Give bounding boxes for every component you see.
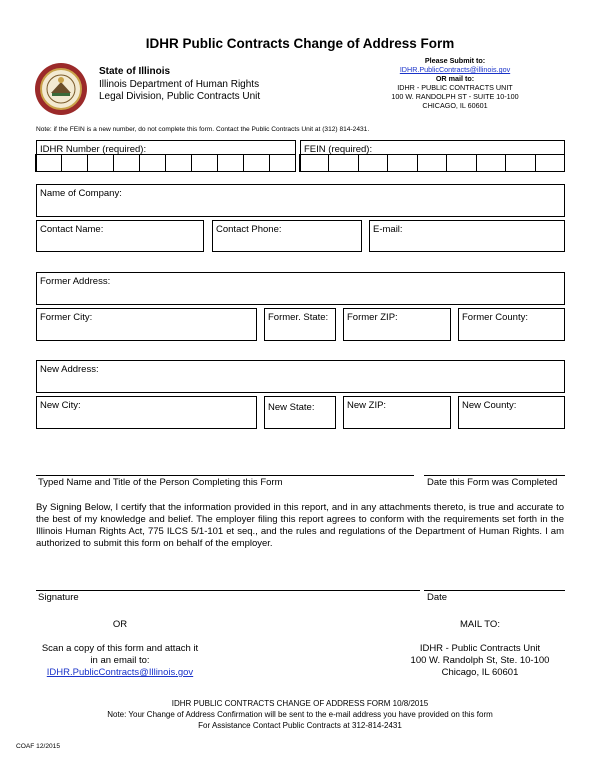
email-label: E-mail: xyxy=(373,224,403,235)
digit-cell[interactable] xyxy=(387,154,417,172)
digit-cell[interactable] xyxy=(113,154,140,172)
digit-cell[interactable] xyxy=(139,154,166,172)
former-zip-label: Former ZIP: xyxy=(347,312,398,323)
digit-cell[interactable] xyxy=(269,154,296,172)
former-city-field[interactable] xyxy=(36,308,257,341)
idhr-number-field[interactable] xyxy=(36,140,296,172)
agency-department: Illinois Department of Human Rights xyxy=(99,78,260,90)
company-name-field[interactable] xyxy=(36,184,565,217)
footer xyxy=(0,698,600,731)
mail-to-label: MAIL TO: xyxy=(460,619,500,630)
typed-name-caption: Typed Name and Title of the Person Completing this Form xyxy=(38,477,283,488)
footer-assistance: For Assistance Contact Public Contracts at 312-814-2431 xyxy=(198,721,402,730)
signature-line[interactable] xyxy=(36,590,420,591)
mail-line3: Chicago, IL 60601 xyxy=(441,667,519,678)
new-county-field[interactable] xyxy=(458,396,565,429)
scan-email-link[interactable]: IDHR.PublicContracts@Illinois.gov xyxy=(46,667,194,678)
certification-text: By Signing Below, I certify that the information provided in this report, and in any attachments thereto, is true and accurate to the best of my knowledge and belief. The employer filing this report agrees to conform with the requirements set forth in the Illinois Human Rights Act, 775 ILCS 5/1-101 et seq., and the rules and regulations of the Department of Human Rights. I am authorized to submit this form on behalf of the employer. xyxy=(36,502,564,549)
state-seal-icon xyxy=(34,62,88,116)
new-address-label: New Address: xyxy=(40,364,99,375)
fein-label: FEIN (required): xyxy=(304,144,373,155)
contact-name-label: Contact Name: xyxy=(40,224,104,235)
new-zip-field[interactable] xyxy=(343,396,451,429)
contact-phone-label: Contact Phone: xyxy=(216,224,282,235)
idhr-number-cells[interactable] xyxy=(36,154,296,172)
date-completed-caption: Date this Form was Completed xyxy=(427,477,558,488)
new-state-field[interactable] xyxy=(264,396,336,429)
agency-state: State of Illinois xyxy=(99,66,171,77)
submit-address-line1: IDHR - PUBLIC CONTRACTS UNIT xyxy=(397,83,513,92)
new-zip-label: New ZIP: xyxy=(347,400,387,411)
scan-instructions xyxy=(20,643,220,679)
fein-note: Note: if the FEIN is a new number, do not complete this form. Contact the Public Contracts Unit at (312) 814-2431. xyxy=(36,126,370,133)
fein-cells[interactable] xyxy=(300,154,565,172)
former-address-label: Former Address: xyxy=(40,276,111,287)
email-field[interactable] xyxy=(369,220,565,252)
date-line[interactable] xyxy=(424,590,565,591)
mail-line1: IDHR - Public Contracts Unit xyxy=(419,643,541,654)
former-county-field[interactable] xyxy=(458,308,565,341)
submit-address-line2: 100 W. RANDOLPH ST - SUITE 10-100 xyxy=(391,92,519,101)
idhr-number-label: IDHR Number (required): xyxy=(40,144,147,155)
footer-form-id: IDHR PUBLIC CONTRACTS CHANGE OF ADDRESS FORM 10/8/2015 xyxy=(171,699,429,708)
mail-address xyxy=(380,643,580,679)
digit-cell[interactable] xyxy=(87,154,114,172)
digit-cell[interactable] xyxy=(217,154,244,172)
agency-division: Legal Division, Public Contracts Unit xyxy=(99,91,261,102)
former-city-label: Former City: xyxy=(40,312,93,323)
digit-cell[interactable] xyxy=(476,154,506,172)
former-state-field[interactable] xyxy=(264,308,336,341)
digit-cell[interactable] xyxy=(328,154,358,172)
form-code: COAF 12/2015 xyxy=(16,743,60,750)
submit-or-mail: OR mail to: xyxy=(435,74,475,83)
new-city-field[interactable] xyxy=(36,396,257,429)
former-state-label: Former. State: xyxy=(268,312,329,323)
digit-cell[interactable] xyxy=(446,154,476,172)
fein-field[interactable] xyxy=(300,140,565,172)
date-completed-line[interactable] xyxy=(424,475,565,476)
digit-cell[interactable] xyxy=(61,154,88,172)
signature-caption: Signature xyxy=(38,592,79,603)
digit-cell[interactable] xyxy=(417,154,447,172)
footer-note: Note: Your Change of Address Confirmation will be sent to the e-mail address you have provided on this form xyxy=(107,710,493,719)
former-address-field[interactable] xyxy=(36,272,565,305)
date-caption: Date xyxy=(427,592,448,603)
digit-cell[interactable] xyxy=(35,154,62,172)
contact-phone-field[interactable] xyxy=(212,220,362,252)
former-zip-field[interactable] xyxy=(343,308,451,341)
digit-cell[interactable] xyxy=(299,154,329,172)
agency-block xyxy=(99,66,260,104)
submit-address-line3: CHICAGO, IL 60601 xyxy=(422,101,488,110)
digit-cell[interactable] xyxy=(165,154,192,172)
new-county-label: New County: xyxy=(462,400,517,411)
new-city-label: New City: xyxy=(40,400,81,411)
scan-line2: in an email to: xyxy=(90,655,150,666)
or-label: OR xyxy=(112,619,128,630)
mail-line2: 100 W. Randolph St, Ste. 10-100 xyxy=(410,655,550,666)
digit-cell[interactable] xyxy=(243,154,270,172)
typed-name-line[interactable] xyxy=(36,475,414,476)
new-address-field[interactable] xyxy=(36,360,565,393)
form-title: IDHR Public Contracts Change of Address Form xyxy=(145,36,455,51)
digit-cell[interactable] xyxy=(191,154,218,172)
digit-cell[interactable] xyxy=(505,154,535,172)
company-name-label: Name of Company: xyxy=(40,188,122,199)
digit-cell[interactable] xyxy=(358,154,388,172)
submit-block xyxy=(320,56,590,110)
scan-line1: Scan a copy of this form and attach it xyxy=(41,643,199,654)
former-county-label: Former County: xyxy=(462,312,528,323)
submit-email-link[interactable]: IDHR.PublicContracts@illinois.gov xyxy=(399,65,511,74)
submit-heading: Please Submit to: xyxy=(424,56,486,65)
new-state-label: New State: xyxy=(268,402,315,413)
digit-cell[interactable] xyxy=(535,154,565,172)
contact-name-field[interactable] xyxy=(36,220,204,252)
